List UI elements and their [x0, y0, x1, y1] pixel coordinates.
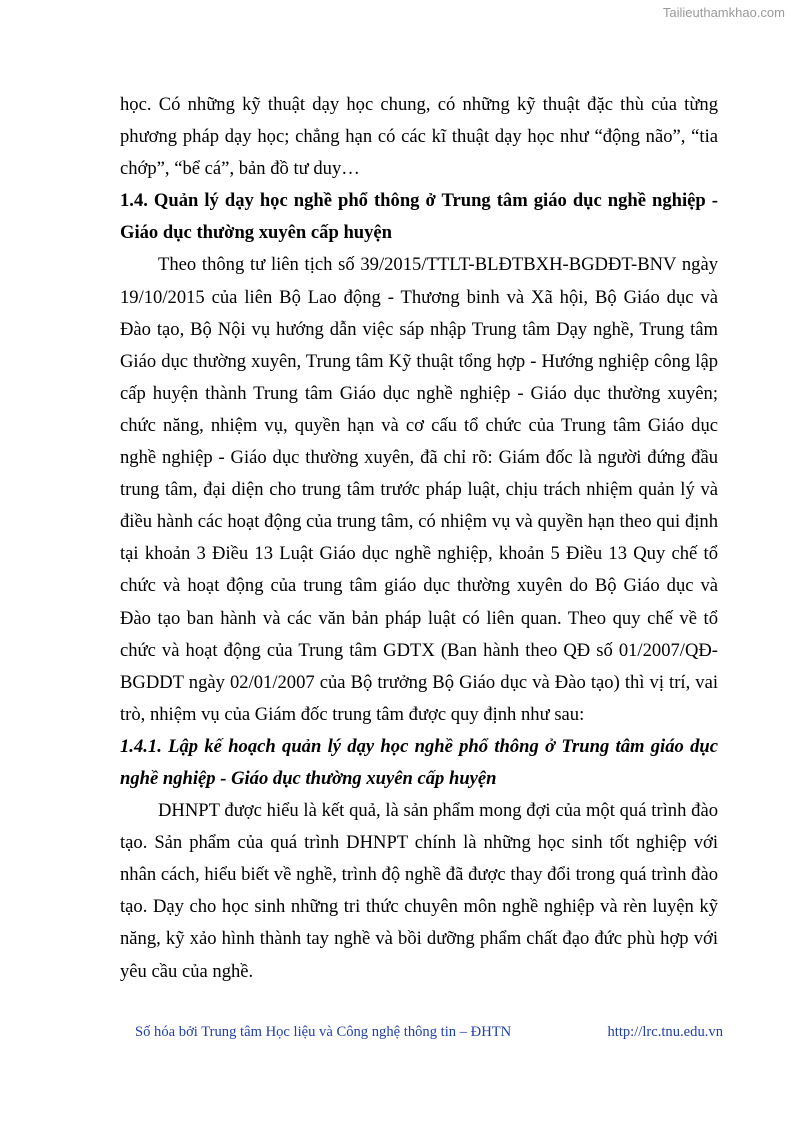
footer-url[interactable]: http://lrc.tnu.edu.vn — [607, 1024, 723, 1040]
footer-credit: Số hóa bởi Trung tâm Học liệu và Công nghệ thông tin – ĐHTN — [135, 1024, 512, 1040]
section-heading-1-4-1: 1.4.1. Lập kế hoạch quản lý dạy học nghề phổ thông ở Trung tâm giáo dục nghề nghiệp - Giáo dục thường xuyên cấp huyện — [120, 735, 718, 789]
paragraph-regulation: Theo thông tư liên tịch số 39/2015/TTLT-BLĐTBXH-BGDĐT-BNV ngày 19/10/2015 của liên Bộ Lao động - Thương binh và Xã hội, Bộ Giáo dục và Đào tạo, Bộ Nội vụ hướng dẫn việc sáp nhập Trung tâm Dạy nghề, Trung tâm Giáo dục thường xuyên, Trung tâm Kỹ thuật tổng hợp - Hướng nghiệp công lập cấp huyện thành Trung tâm Giáo dục nghề nghiệp - Giáo dục thường xuyên; chức năng, nhiệm vụ, quyền hạn và cơ cấu tổ chức của Trung tâm Giáo dục nghề nghiệp - Giáo dục thường xuyên, đã chỉ rõ: Giám đốc là người đứng đầu trung tâm, đại diện cho trung tâm trước pháp luật, chịu trách nhiệm quản lý và điều hành các hoạt động của trung tâm, có nhiệm vụ và quyền hạn theo qui định tại khoản 3 Điều 13 Luật Giáo dục nghề nghiệp, khoản 5 Điều 13 Quy chế tổ chức và hoạt động của trung tâm giáo dục thường xuyên do Bộ Giáo dục và Đào tạo ban hành và các văn bản pháp luật có liên quan. Theo quy chế về tổ chức và hoạt động của Trung tâm GDTX (Ban hành theo QĐ số 01/2007/QĐ-BGDDT ngày 02/01/2007 của Bộ trưởng Bộ Giáo dục và Đào tạo) thì vị trí, vai trò, nhiệm vụ của Giám đốc trung tâm được quy định như sau: — [120, 254, 718, 725]
document-body — [120, 89, 718, 988]
section-heading-1-4: 1.4. Quản lý dạy học nghề phổ thông ở Trung tâm giáo dục nghề nghiệp - Giáo dục thường xuyên cấp huyện — [120, 190, 718, 244]
paragraph-intro: học. Có những kỹ thuật dạy học chung, có những kỹ thuật đặc thù của từng phương pháp dạy học; chẳng hạn có các kĩ thuật dạy học như “động não”, “tia chớp”, “bể cá”, bản đồ tư duy… — [120, 94, 718, 180]
page-footer — [135, 1024, 723, 1041]
watermark: Tailieuthamkhao.com — [662, 5, 785, 20]
paragraph-dhnpt: DHNPT được hiểu là kết quả, là sản phẩm mong đợi của một quá trình đào tạo. Sản phẩm của quá trình DHNPT chính là những học sinh tốt nghiệp với nhân cách, hiểu biết về nghề, trình độ nghề đã được thay đổi trong quá trình đào tạo. Dạy cho học sinh những tri thức chuyên môn nghề nghiệp và rèn luyện kỹ năng, kỹ xảo hình thành tay nghề và bồi dưỡng phẩm chất đạo đức phù hợp với yêu cầu của nghề. — [120, 800, 718, 982]
